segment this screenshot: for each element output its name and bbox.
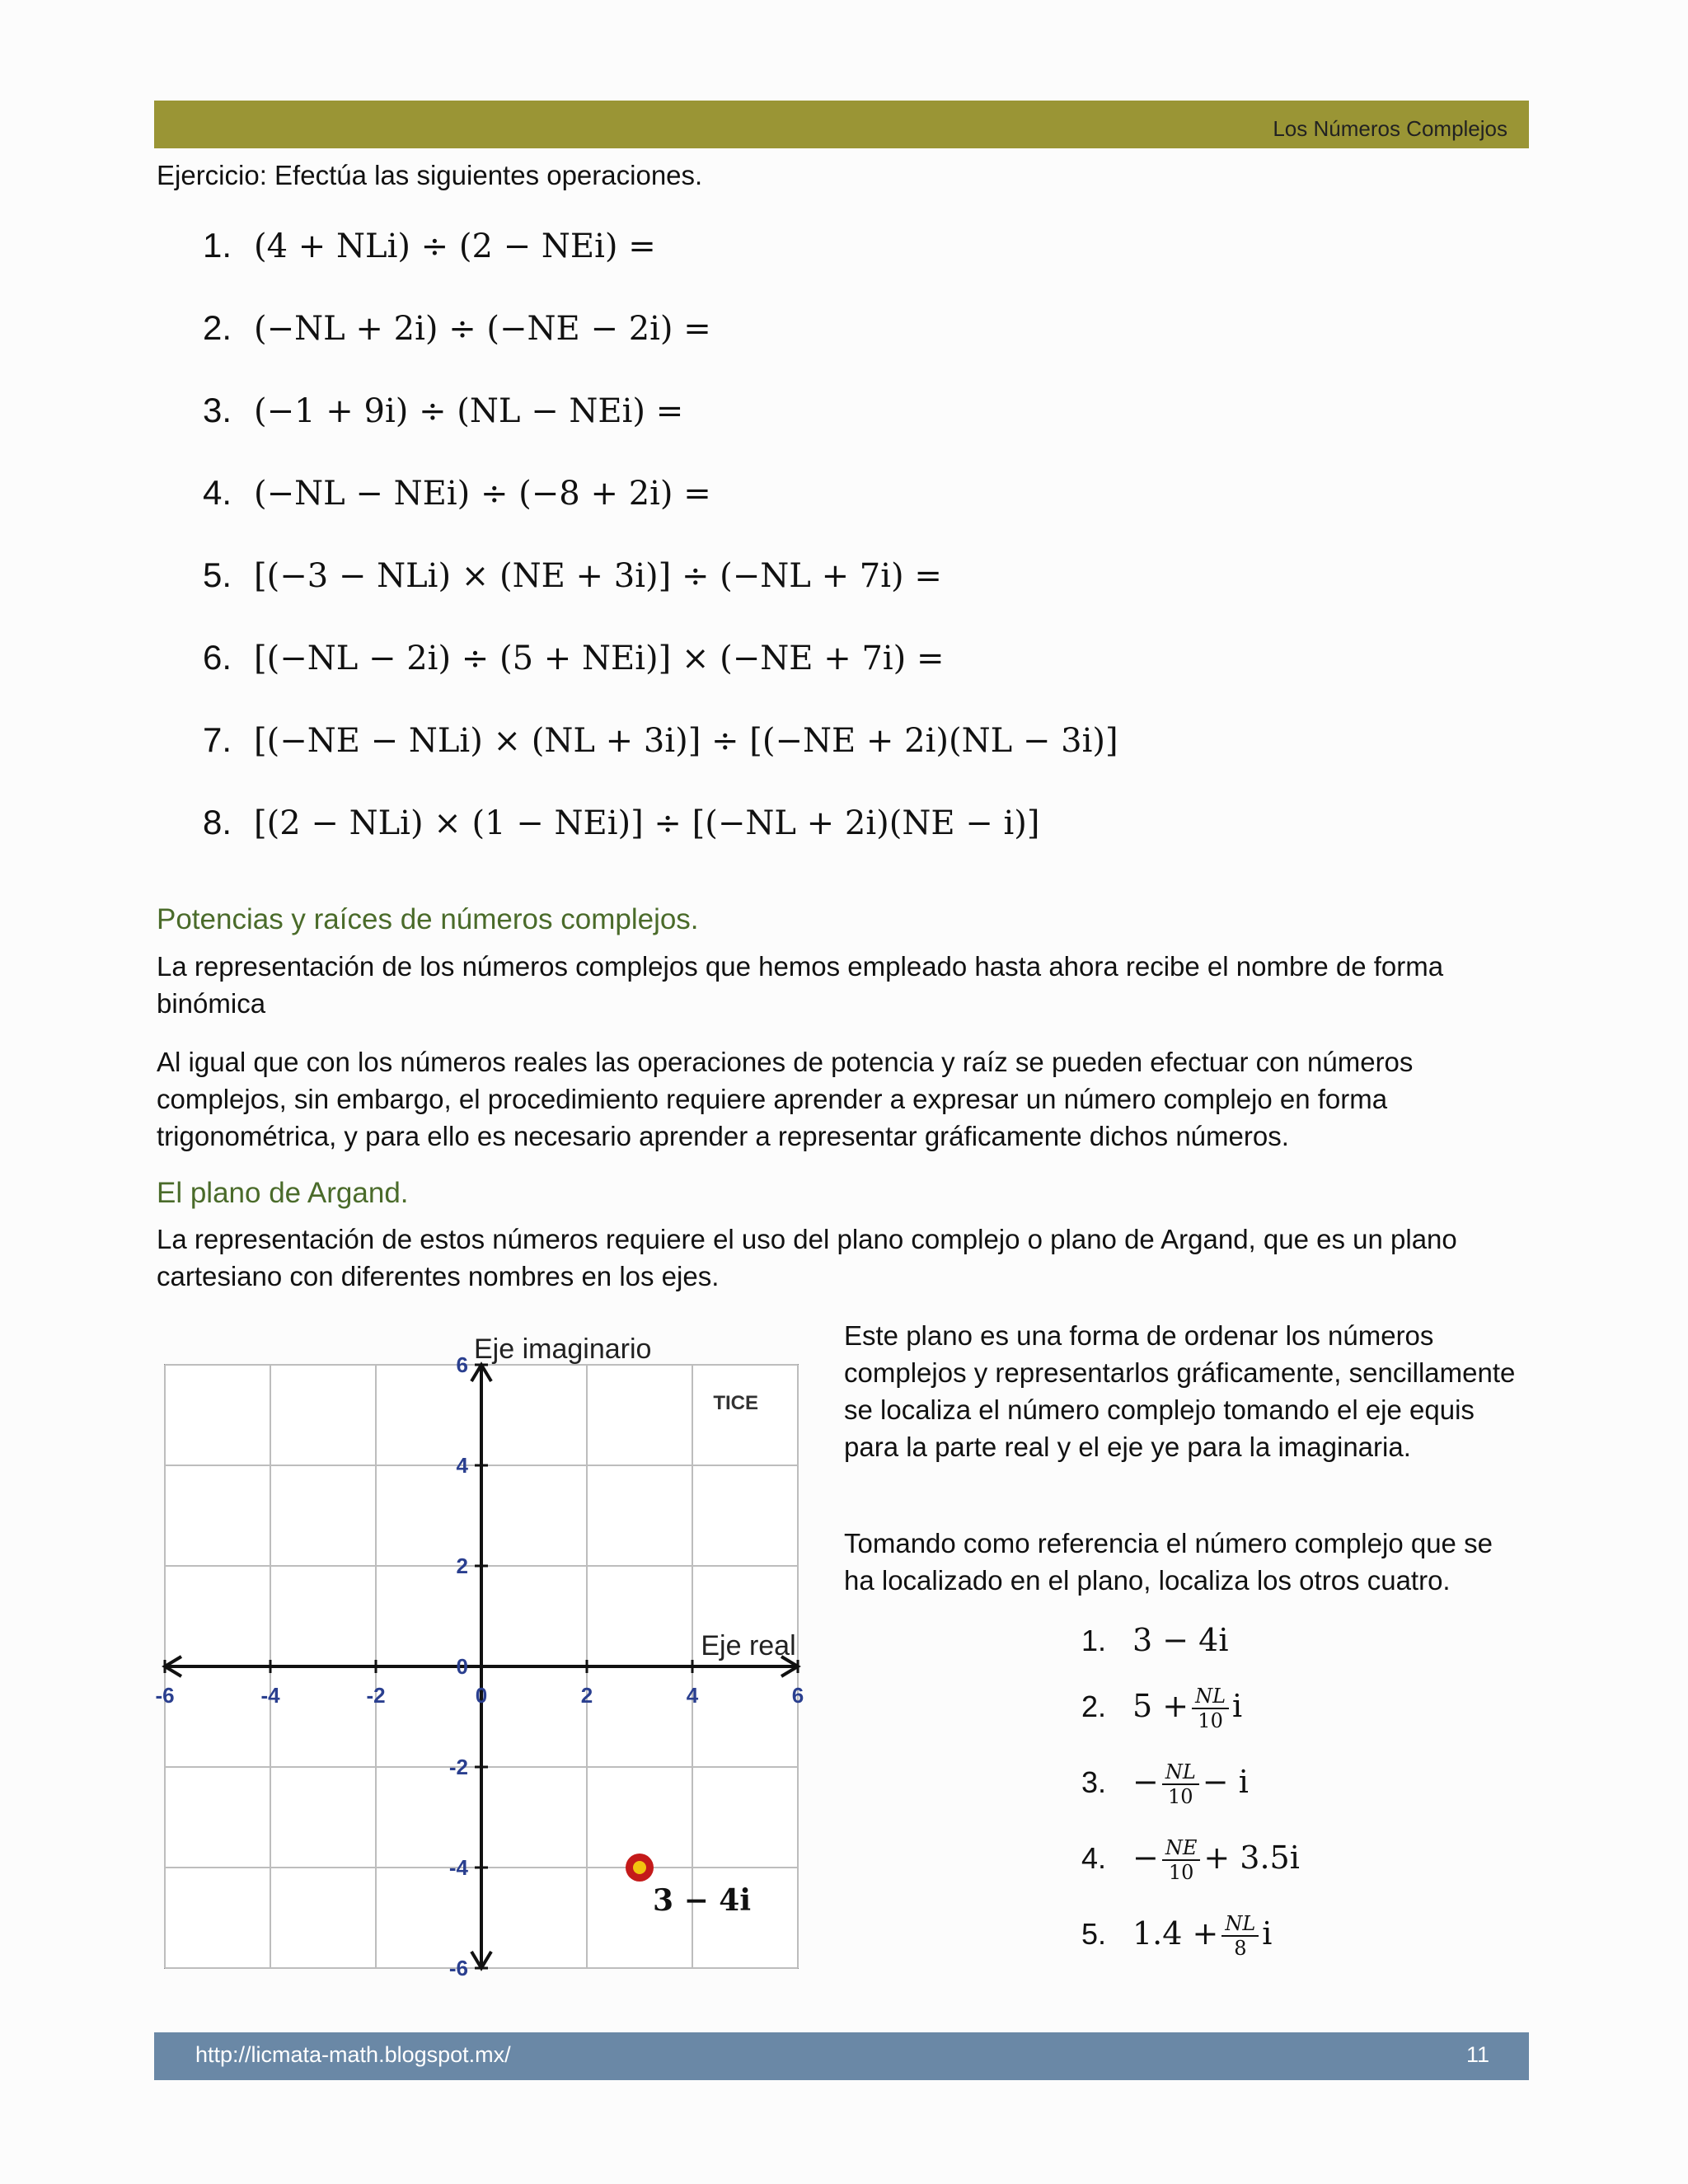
header-bar [154, 101, 1529, 148]
point-number: 5. [1081, 1917, 1107, 1951]
point-number: 3. [1081, 1765, 1107, 1799]
exercise-item [203, 221, 656, 270]
paragraph-binomica: La representación de los números complejos que hemos empleado hasta ahora recibe el nombre de forma binómica [157, 951, 1444, 1019]
section-title-argand: El plano de Argand. [157, 1177, 409, 1209]
x-tick-label: -6 [155, 1683, 175, 1708]
exercise-number: 6. [203, 638, 232, 677]
side-paragraph-2: Tomando como referencia el número complejo que se ha localizado en el plano, localiza los otros cuatro. [844, 1528, 1493, 1596]
point-expression-pre: 5 + [1132, 1688, 1189, 1724]
paragraph-argand: La representación de estos números requiere el uso del plano complejo o plano de Argand, que es un plano cartesiano con diferentes nombres en los ejes. [157, 1224, 1457, 1291]
y-tick-label: 2 [456, 1554, 468, 1578]
exercise-expression: (−NL + 2i) ÷ (−NE − 2i) = [254, 310, 711, 348]
x-tick-label: 6 [791, 1683, 804, 1708]
x-tick-label: -2 [366, 1683, 386, 1708]
y-tick-label: -2 [448, 1755, 468, 1779]
exercise-expression: [(2 − NLi) × (1 − NEi)] ÷ [(−NL + 2i)(NE − i)] [254, 804, 1040, 842]
footer-url[interactable]: http://licmata-math.blogspot.mx/ [195, 2042, 511, 2067]
point-item [1081, 1749, 1249, 1815]
point-expression-pre: − [1132, 1840, 1159, 1876]
point-number: 2. [1081, 1690, 1107, 1723]
point-item [1081, 1825, 1300, 1891]
y-tick-label: 4 [456, 1453, 468, 1478]
exercise-item [203, 551, 942, 600]
exercise-expression: [(−3 − NLi) × (NE + 3i)] ÷ (−NL + 7i) = [254, 557, 942, 595]
watermark-logo: TICE [713, 1392, 758, 1414]
exercise-expression: [(−NE − NLi) × (NL + 3i)] ÷ [(−NE + 2i)(NL − 3i)] [254, 722, 1118, 760]
y-tick-label: -4 [448, 1855, 468, 1880]
point-expression-post: + 3.5i [1203, 1840, 1300, 1876]
exercise-number: 7. [203, 720, 232, 759]
fraction [1221, 1912, 1259, 1960]
point-number: 1. [1081, 1624, 1107, 1657]
side-paragraph-1: Este plano es una forma de ordenar los números complejos y representarlos gráficamente, sencillamente se localiza el número complejo tomando el eje equis para la parte real y el eje ye para la imaginaria. [844, 1320, 1516, 1462]
point-item [1081, 1673, 1242, 1739]
data-point-label: 3 − 4i [653, 1883, 752, 1918]
x-axis-label: Eje real [701, 1630, 796, 1661]
paragraph-potencias: Al igual que con los números reales las operaciones de potencia y raíz se pueden efectuar con números complejos, sin embargo, el procedimiento requiere aprender a expresar un número complejo en forma trigonométrica, y para ello es necesario aprender a representar gráficamente dichos números. [157, 1047, 1414, 1151]
exercise-expression: (−1 + 9i) ÷ (NL − NEi) = [254, 392, 684, 430]
point-expression: 3 − 4i [1132, 1622, 1229, 1658]
exercise-number: 3. [203, 391, 232, 429]
header-title: Los Números Complejos [1273, 116, 1507, 141]
fraction-numerator: NE [1162, 1836, 1201, 1861]
fraction-denominator: 10 [1168, 1860, 1194, 1884]
fraction-denominator: 10 [1168, 1784, 1193, 1808]
exercise-item [203, 303, 711, 353]
exercise-intro: Ejercicio: Efectúa las siguientes operaciones. [157, 160, 703, 190]
x-tick-label: 4 [686, 1683, 699, 1708]
fraction-denominator: 8 [1234, 1936, 1247, 1960]
y-tick-label: 6 [456, 1352, 468, 1377]
x-tick-label: -4 [260, 1683, 280, 1708]
point-item [1081, 1607, 1229, 1673]
x-tick-label: 0 [475, 1683, 488, 1708]
point-expression-post: i [1262, 1915, 1273, 1952]
exercise-number: 1. [203, 226, 232, 265]
fraction [1162, 1836, 1201, 1884]
fraction [1192, 1685, 1229, 1732]
exercise-item [203, 386, 683, 435]
fraction-denominator: 10 [1198, 1708, 1223, 1732]
fraction-numerator: NL [1162, 1760, 1199, 1785]
section-title-potencias: Potencias y raíces de números complejos. [157, 903, 699, 935]
exercise-expression: (−NL − NEi) ÷ (−8 + 2i) = [254, 475, 711, 513]
point-number: 4. [1081, 1841, 1107, 1875]
exercise-number: 4. [203, 473, 232, 512]
y-tick-label: 0 [456, 1654, 468, 1679]
point-expression-post: − i [1202, 1764, 1249, 1800]
y-tick-label: -6 [448, 1956, 468, 1978]
point-expression-pre: − [1132, 1764, 1159, 1800]
exercise-item [203, 798, 1040, 847]
fraction-numerator: NL [1192, 1685, 1229, 1709]
exercise-item [203, 633, 945, 682]
argand-plane-chart [148, 1319, 824, 1978]
exercise-number: 2. [203, 308, 232, 347]
point-expression-post: i [1232, 1688, 1243, 1724]
exercise-expression: [(−NL − 2i) ÷ (5 + NEi)] × (−NE + 7i) = [254, 640, 945, 677]
data-point [633, 1861, 646, 1874]
exercise-item [203, 715, 1118, 765]
fraction-numerator: NL [1221, 1912, 1259, 1937]
exercise-item [203, 468, 711, 518]
footer-bar [154, 2032, 1529, 2080]
exercise-number: 5. [203, 555, 232, 594]
fraction [1162, 1760, 1199, 1808]
y-axis-label: Eje imaginario [474, 1333, 652, 1365]
point-expression-pre: 1.4 + [1132, 1915, 1219, 1952]
page-number: 11 [1465, 2042, 1489, 2067]
exercise-number: 8. [203, 803, 232, 841]
point-item [1081, 1900, 1272, 1966]
x-tick-label: 2 [580, 1683, 593, 1708]
exercise-expression: (4 + NLi) ÷ (2 − NEi) = [254, 227, 656, 265]
